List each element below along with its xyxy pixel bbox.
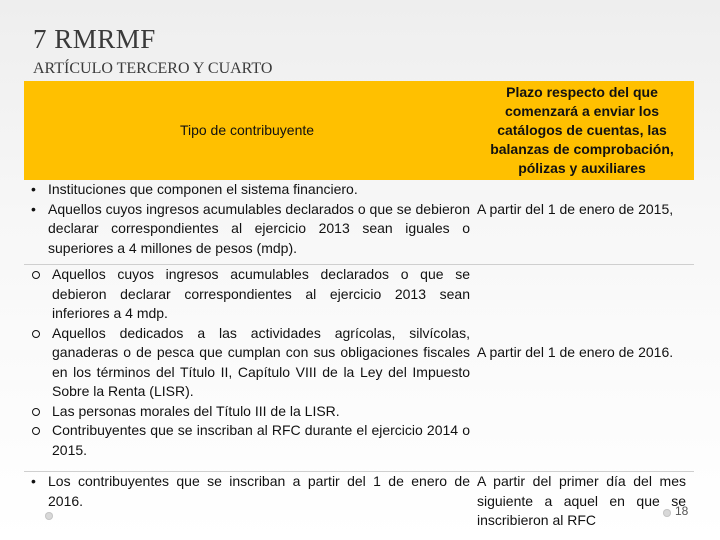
list-item: • Instituciones que componen el sistema financiero. [24, 180, 470, 200]
list-item: Contribuyentes que se inscriban al RFC durante el ejercicio 2014 o 2015. [24, 421, 470, 460]
header-plazo-label: Plazo respecto del que comenzará a enviar los catálogos de cuentas, las balanzas de comprobación, pólizas y auxiliares [490, 84, 674, 176]
tipo-cell [24, 265, 470, 472]
list-item: • Aquellos cuyos ingresos acumulables declarados o que se debieron declarar correspondientes al ejercicio 2013 sean iguales o superiores a 4 millones de pesos (mdp). [24, 200, 470, 259]
list-item: Aquellos cuyos ingresos acumulables declarados o que se debieron declarar correspondientes al ejercicio 2013 sean inferiores a 4 mdp. [24, 265, 470, 324]
plazo-text: A partir del 1 de enero de 2015, [477, 201, 674, 217]
page-number: 18 [675, 504, 689, 518]
tipo-cell [24, 180, 470, 265]
plazo-text: A partir del primer día del mes siguiente a aquel en que se inscribieron al RFC [477, 473, 686, 528]
table-row [24, 265, 694, 472]
table-row [24, 472, 694, 538]
footer-dot-right [663, 509, 671, 517]
table-row [24, 180, 694, 265]
slide-title: 7 RMRMF [33, 24, 156, 54]
plazo-text: A partir del 1 de enero de 2016. [477, 344, 674, 360]
plazo-cell [470, 472, 694, 538]
bullet-list [24, 472, 470, 511]
bullet-list [24, 180, 470, 258]
deadline-table [24, 81, 694, 537]
list-item: Las personas morales del Título III de la LISR. [24, 402, 470, 422]
header-plazo [470, 81, 694, 180]
header-tipo [24, 81, 470, 180]
slide-subtitle: ARTÍCULO TERCERO Y CUARTO [33, 60, 273, 77]
list-item: Aquellos dedicados a las actividades agrícolas, silvícolas, ganaderas o de pesca que cumplan con sus obligaciones fiscales en los términos del Título II, Capítulo VIII de la Ley del Impuesto Sobre la Renta (LISR). [24, 324, 470, 402]
table-header-row [24, 81, 694, 180]
tipo-cell [24, 472, 470, 538]
header-tipo-label: Tipo de contribuyente [179, 121, 315, 138]
plazo-cell [470, 265, 694, 472]
footer-dot-left [45, 512, 53, 520]
bullet-list [24, 265, 470, 460]
list-item: • Los contribuyentes que se inscriban a partir del 1 de enero de 2016. [24, 472, 470, 511]
plazo-cell [470, 180, 694, 265]
